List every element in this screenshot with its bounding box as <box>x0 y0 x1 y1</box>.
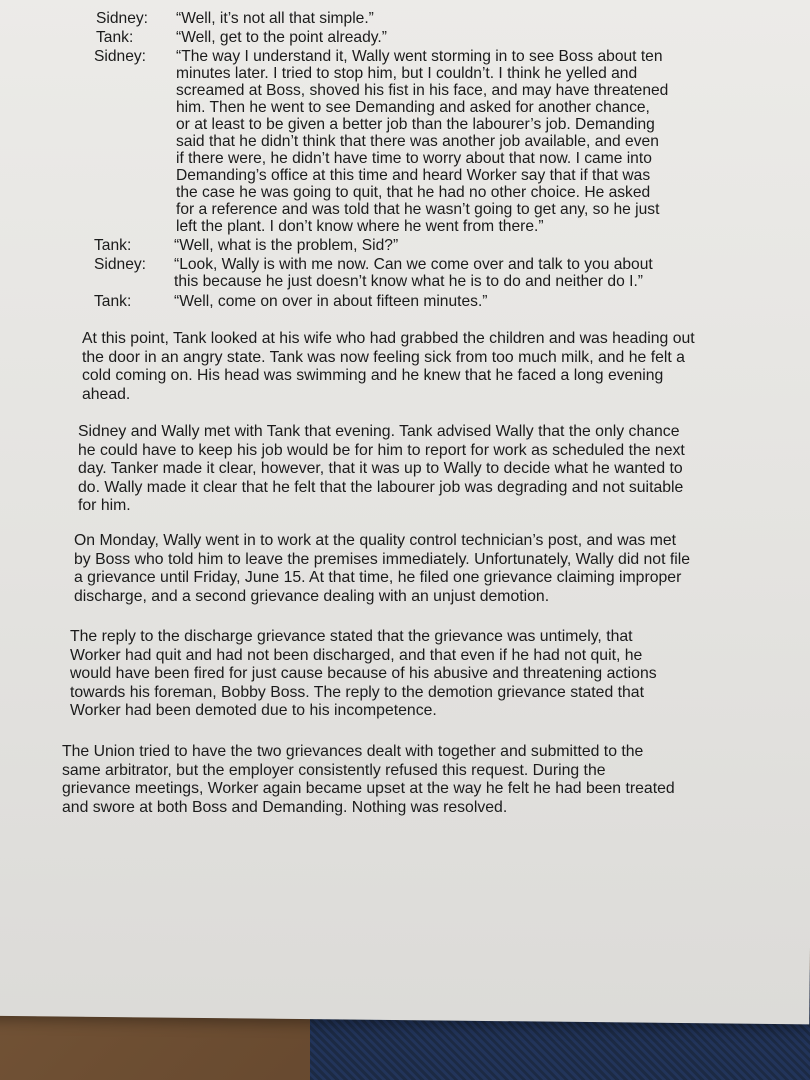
speech-text: “The way I understand it, Wally went storming in to see Boss about ten <box>176 48 663 65</box>
speech-text: “Well, what is the problem, Sid?” <box>174 237 399 254</box>
speech-text: “Well, come on over in about fifteen minutes.” <box>174 293 488 310</box>
speech-text: or at least to be given a better job than the labourer’s job. Demanding <box>176 116 655 133</box>
speaker-label: Tank: <box>96 29 134 46</box>
speaker-label: Tank: <box>94 293 132 310</box>
speech-text: “Well, it’s not all that simple.” <box>176 10 374 27</box>
speech-text: the case he was going to quit, that he had no other choice. He asked <box>176 184 651 201</box>
paragraph: On Monday, Wally went in to work at the quality control technician’s post, and was met by Boss who told him to leave the premises immediately. Unfortunately, Wally did not file a grievance until Friday, June 15. At that time, he filed one grievance claiming improper discharge, and a second grievance dealing with an unjust demotion. <box>74 532 691 605</box>
speech-text: this because he just doesn’t know what he is to do and neither do I.” <box>174 273 643 290</box>
speech-text: said that he didn’t think that there was another job available, and even <box>176 133 659 150</box>
speech-text: screamed at Boss, shoved his fist in his face, and may have threatened <box>176 82 669 99</box>
speech-text: Demanding’s office at this time and heard Worker say that if that was <box>176 167 651 184</box>
paragraph: Sidney and Wally met with Tank that evening. Tank advised Wally that the only chance he could have to keep his job would be for him to report for work as scheduled the next day. Tanker made it clear, however, that it was up to Wally to decide what he wanted to do. Wally made it clear that he felt that the labourer job was degrading and not suitable for him. <box>78 423 685 514</box>
speech-text: “Look, Wally is with me now. Can we come over and talk to you about <box>174 256 653 273</box>
paragraph: The reply to the discharge grievance stated that the grievance was untimely, that Worker had quit and had not been discharged, and that even if he had not quit, he would have been fired for just cause because of his abusive and threatening actions towards his foreman, Bobby Boss. The reply to the demotion grievance stated that Worker had been demoted due to his incompetence. <box>70 628 657 719</box>
speaker-label: Sidney: <box>94 48 147 65</box>
speech-text: left the plant. I don’t know where he went from there.” <box>176 218 544 235</box>
speaker-label: Tank: <box>94 237 132 254</box>
speech-text: minutes later. I tried to stop him, but I couldn’t. I think he yelled and <box>176 65 638 82</box>
speaker-label: Sidney: <box>96 10 149 27</box>
speech-text: if there were, he didn’t have time to worry about that now. I came into <box>176 150 652 167</box>
speech-text: “Well, get to the point already.” <box>176 29 387 46</box>
paragraph: The Union tried to have the two grievances dealt with together and submitted to the same arbitrator, but the employer consistently refused this request. During the grievance meetings, Worker again became upset at the way he felt he had been treated and swore at both Boss and Demanding. Nothing was resolved. <box>62 743 675 816</box>
paragraph: At this point, Tank looked at his wife who had grabbed the children and was heading out the door in an angry state. Tank was now feeling sick from too much milk, and he felt a cold coming on. His head was swimming and he knew that he faced a long evening ahead. <box>82 330 695 403</box>
speech-text: for a reference and was told that he wasn’t going to get any, so he just <box>176 201 660 218</box>
speaker-label: Sidney: <box>94 256 147 273</box>
speech-text: him. Then he went to see Demanding and asked for another chance, <box>176 99 650 116</box>
